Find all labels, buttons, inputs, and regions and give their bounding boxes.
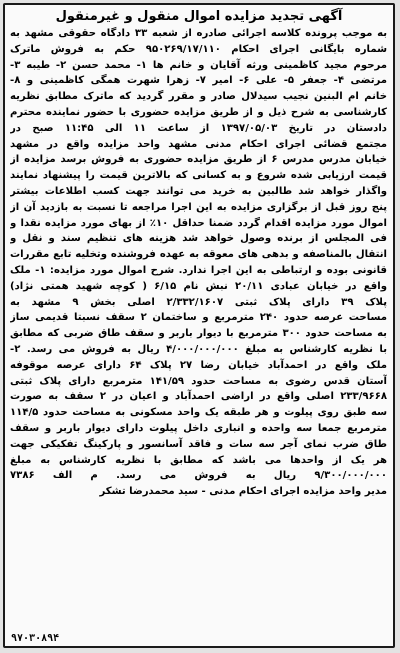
notice-line: مترمربع جمعا سه واحده و انباری داخل پیلوت دارای دیوار باربر و سقف <box>10 422 387 434</box>
notice-body <box>10 26 387 500</box>
notice-line: ۹/۳۰۰/۰۰۰/۰۰۰ ریال به فروش می رسد. م الف ۷۳۸۶ <box>10 470 387 482</box>
notice-line: سه طبق روی پیلوت و هر طبقه یک واحد مسکونی به مساحت حدود ۱۱۴/۵ <box>10 407 387 419</box>
notice-line: مدیر واحد مزایده اجرای احکام مدنی - سید محمدرضا تشکر <box>99 486 387 498</box>
notice-line: پنج روز قبل از برگزاری مزایده به این اجرا مراجعه تا نسبت به بازدید آن از <box>10 201 387 213</box>
notice-line: مساحت عرصه حدود ۲۴۰ مترمربع و ساختمان ۲ سقف نسبتا قدیمی ساز <box>10 312 387 324</box>
notice-line: شماره بایگانی اجرای احکام ۹۵۰۲۶۹/۱۷/۱۱۰ حکم به فروش ماترک <box>10 43 387 55</box>
notice-title: آگهی تجدید مزایده اموال منقول و غیرمنقول <box>55 9 343 24</box>
notice-line: واگذار خواهد شد طالبین به خرید می توانند جهت کسب اطلاعات بیشتر <box>10 185 387 197</box>
notice-line: مجتمع قضائی اجرای احکام مدنی مشهد واحد مزایده واقع در مشهد <box>10 138 387 150</box>
notice-line: ملک واقع در احمدآباد خیابان رضا ۲۷ پلاک ۶۴ دارای عرصه موقوفه <box>10 359 387 371</box>
notice-line: خانم ام البنین نجیب سیدلال صادر و مقرر گردید که ماترک مطابق نظریه <box>10 91 387 103</box>
auction-notice <box>3 3 395 648</box>
notice-line: مرحوم مجید کاظمینی ورثه آقایان و خانم ها ۱- محمد حسن ۲- طیبه ۳- <box>10 59 387 71</box>
notice-line: واقع در خیابان عبادی ۲۰/۱۱ نبش نام ۶/۱۵ ( کوچه شهید همتی نژاد) <box>10 280 387 292</box>
notice-line: انتقال بالمناصفه و بدهی های معوقه به عهده فروشنده وتخلیه تابع مقررات <box>10 249 387 261</box>
notice-line: فی المجلس از برنده وصول خواهد شد هزینه های تنظیم سند و نقل و <box>10 233 387 245</box>
notice-line: دادستان در تاریخ ۱۳۹۷/۰۵/۰۳ از ساعت ۱۱ الی ۱۱:۴۵ صبح در <box>10 122 387 134</box>
notice-line: کارشناسی به شرح ذیل و از طریق مزایده حضوری با حضور نماینده محترم <box>10 106 387 118</box>
notice-line: به موجب پرونده کلاسه اجرائی صادره از شعبه ۳۳ دادگاه حقوقی مشهد به <box>10 28 387 39</box>
notice-line: هر یک از واحدها می باشد که مطابق با نظریه کارشناس به مبلغ <box>10 454 387 466</box>
notice-line: مرتضی ۴- جعفر ۵- علی ۶- امیر ۷- زهرا شهرت همگی کاظمینی و ۸- <box>10 75 387 87</box>
notice-code: ۹۷۰۳۰۸۹۴ <box>11 633 60 644</box>
notice-line: اموال مورد مزایده اقدام گردد ضمنا حداقل ۱۰٪ از بهای مورد مزایده نقدا و <box>10 217 387 229</box>
notice-line: با نظریه کارشناس به مبلغ ۴/۰۰۰/۰۰۰/۰۰۰ ریال به فروش می رسد. ۲- <box>10 343 387 355</box>
notice-line: آستان قدس رضوی به مساحت حدود ۱۴۱/۵۹ مترمربع دارای پلاک ثبتی <box>10 375 387 387</box>
notice-line: خیابان مدرس مدرس ۶ از طریق مزایده حضوری به فروش برسد مزایده از <box>10 154 387 166</box>
notice-line: پلاک ۳۹ دارای پلاک ثبتی ۲/۳۳۲/۱۶۰۷ اصلی بخش ۹ مشهد به <box>10 296 387 308</box>
notice-line: قانونی بوده و ارتباطی به این اجرا ندارد. شرح اموال مورد مزایده: ۱- ملک <box>10 264 387 276</box>
notice-line: به مساحت حدود ۳۰۰ مترمربع با دیوار باربر و سقف طاق ضربی که مطابق <box>10 328 387 340</box>
notice-line: طاق ضرب نمای آجر سه سات و فاقد آسانسور و پارکینگ تفکیکی جهت <box>10 438 387 450</box>
notice-line: ۲۳۳/۹۶۶۸ اصلی واقع در اراضی احمدآباد و اعیان در ۲ سقف به صورت <box>10 391 387 403</box>
notice-line: قیمت ارزیابی شده شروع و به کسانی که بالاترین قیمت را پیشنهاد نمایند <box>10 170 387 182</box>
